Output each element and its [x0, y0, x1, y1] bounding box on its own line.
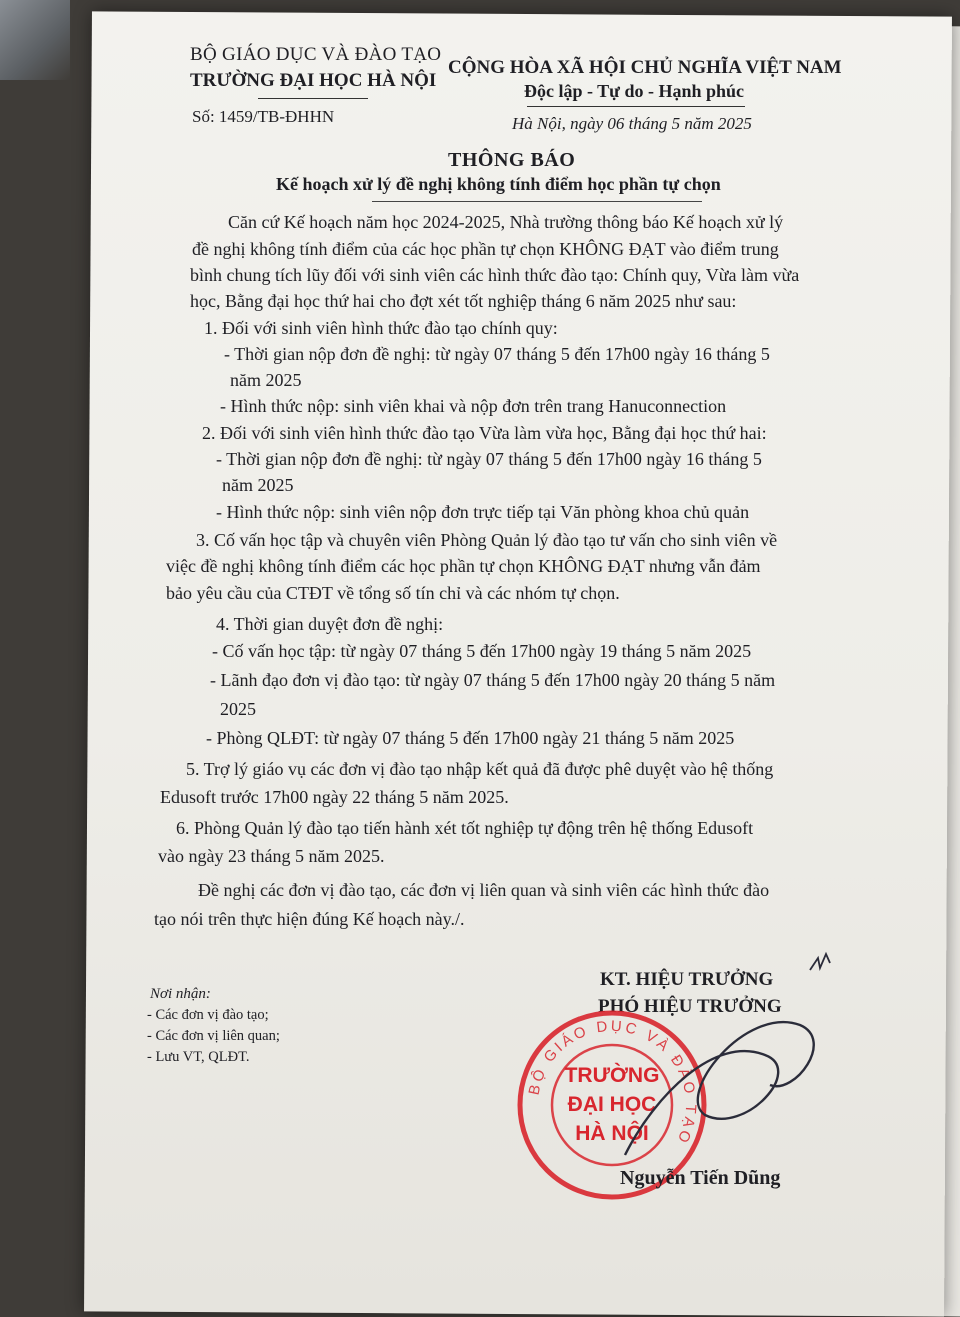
body-line: 6. Phòng Quản lý đào tạo tiến hành xét tốt nghiệp tự động trên hệ thống Edusoft	[176, 818, 754, 838]
body-line: - Phòng QLĐT: từ ngày 07 tháng 5 đến 17h00 ngày 21 tháng 5 năm 2025	[206, 728, 735, 748]
seal-ring-text: BỘ GIÁO DỤC VÀ ĐÀO TẠO	[525, 1017, 700, 1148]
seal-line-1: TRƯỜNG	[564, 1064, 660, 1087]
body-line: Edusoft trước 17h00 ngày 22 tháng 5 năm 2025.	[160, 787, 509, 807]
body-line: Đề nghị các đơn vị đào tạo, các đơn vị liên quan và sinh viên các hình thức đào	[198, 880, 770, 900]
signer-name: Nguyễn Tiến Dũng	[620, 1167, 781, 1189]
body-line: đề nghị không tính điểm của các học phần tự chọn KHÔNG ĐẠT vào điểm trung	[192, 239, 779, 259]
handwritten-signature	[595, 945, 855, 1175]
document-subtitle: Kế hoạch xử lý đề nghị không tính điểm học phần tự chọn	[276, 174, 721, 194]
recipient-item: - Các đơn vị đào tạo;	[147, 1007, 269, 1023]
motto-underline	[527, 106, 745, 107]
desk-background	[0, 0, 70, 80]
signer-title-2: PHÓ HIỆU TRƯỞNG	[598, 996, 782, 1017]
body-line: học, Bằng đại học thứ hai cho đợt xét tốt nghiệp tháng 6 năm 2025 như sau:	[190, 291, 737, 311]
body-line: bình chung tích lũy đối với sinh viên các hình thức đào tạo: Chính quy, Vừa làm vừa	[190, 265, 800, 285]
document-number: Số: 1459/TB-ĐHHN	[192, 107, 335, 126]
recipients-title: Nơi nhận:	[150, 986, 211, 1002]
university-name: TRƯỜNG ĐẠI HỌC HÀ NỘI	[190, 70, 437, 91]
body-line: năm 2025	[222, 475, 294, 495]
national-motto: Độc lập - Tự do - Hạnh phúc	[524, 81, 745, 101]
recipient-item: - Lưu VT, QLĐT.	[147, 1049, 250, 1065]
signer-title-1: KT. HIỆU TRƯỞNG	[600, 969, 774, 990]
body-line: bảo yêu cầu của CTĐT về tổng số tín chỉ và các nhóm tự chọn.	[166, 583, 620, 603]
seal-line-3: HÀ NỘI	[575, 1122, 649, 1145]
ministry-name: BỘ GIÁO DỤC VÀ ĐÀO TẠO	[190, 44, 442, 65]
recipient-item: - Các đơn vị liên quan;	[147, 1028, 280, 1044]
body-line: tạo nói trên thực hiện đúng Kế hoạch này./.	[154, 909, 465, 929]
header-left-underline	[258, 98, 368, 99]
body-line: năm 2025	[230, 370, 302, 390]
body-line: 1. Đối với sinh viên hình thức đào tạo chính quy:	[204, 318, 558, 338]
body-line: - Lãnh đạo đơn vị đào tạo: từ ngày 07 tháng 5 đến 17h00 ngày 20 tháng 5 năm	[210, 670, 776, 690]
seal-line-2: ĐẠI HỌC	[567, 1093, 657, 1116]
body-line: 2. Đối với sinh viên hình thức đào tạo Vừa làm vừa học, Bằng đại học thứ hai:	[202, 423, 767, 443]
body-line: - Hình thức nộp: sinh viên khai và nộp đơn trên trang Hanuconnection	[220, 396, 727, 416]
country-name: CỘNG HÒA XÃ HỘI CHỦ NGHĨA VIỆT NAM	[448, 57, 842, 78]
body-line: - Cố vấn học tập: từ ngày 07 tháng 5 đến 17h00 ngày 19 tháng 5 năm 2025	[212, 641, 752, 661]
document-title: THÔNG BÁO	[448, 149, 576, 171]
body-line: 3. Cố vấn học tập và chuyên viên Phòng Quản lý đào tạo tư vấn cho sinh viên về	[196, 530, 778, 550]
document-date: Hà Nội, ngày 06 tháng 5 năm 2025	[512, 114, 752, 133]
body-line: việc đề nghị không tính điểm các học phần tự chọn KHÔNG ĐẠT nhưng vẫn đảm	[166, 556, 761, 576]
body-line: - Thời gian nộp đơn đề nghị: từ ngày 07 tháng 5 đến 17h00 ngày 16 tháng 5	[216, 449, 762, 469]
body-line: 4. Thời gian duyệt đơn đề nghị:	[216, 614, 444, 634]
subtitle-underline	[372, 201, 702, 202]
body-line: Căn cứ Kế hoạch năm học 2024-2025, Nhà trường thông báo Kế hoạch xử lý	[228, 212, 784, 232]
body-line: - Thời gian nộp đơn đề nghị: từ ngày 07 tháng 5 đến 17h00 ngày 16 tháng 5	[224, 344, 770, 364]
body-line: - Hình thức nộp: sinh viên nộp đơn trực tiếp tại Văn phòng khoa chủ quản	[216, 502, 750, 522]
body-line: vào ngày 23 tháng 5 năm 2025.	[158, 846, 385, 866]
body-line: 2025	[220, 699, 256, 719]
body-line: 5. Trợ lý giáo vụ các đơn vị đào tạo nhập kết quả đã được phê duyệt vào hệ thống	[186, 759, 774, 779]
